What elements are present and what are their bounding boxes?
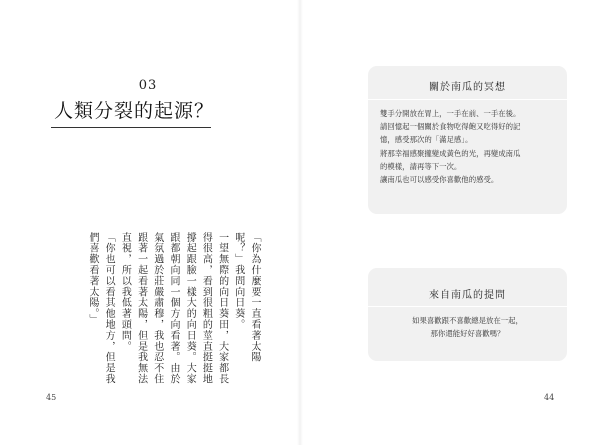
meditation-line-6: 讓南瓜也可以感受你喜歡他的感受。 <box>380 175 499 185</box>
body-paragraph-1: 「你為什麼要一直看著太陽呢？」我問向日葵。 <box>232 232 260 363</box>
vertical-body-text <box>36 232 262 390</box>
chapter-title-underline <box>51 127 211 128</box>
question-box-title: 來自南瓜的提問 <box>429 290 506 301</box>
question-line-1: 如果喜歡跟不喜歡總是放在一起， <box>412 316 523 325</box>
page-number-right: 44 <box>544 393 555 402</box>
question-box <box>368 268 567 361</box>
meditation-line-1: 雙手分開放在胃上，一手在前、一手在後。 <box>380 109 521 118</box>
question-box-text <box>376 314 559 340</box>
right-page <box>300 0 600 445</box>
meditation-line-2: 請回憶起一個關於食物吃得飽又吃得好的記 <box>380 122 521 132</box>
meditation-box-text <box>380 107 560 186</box>
body-paragraph-3: 「你也可以看其他地方，但是我們喜歡看著太陽。」 <box>86 232 115 385</box>
chapter-number: 03 <box>138 78 158 93</box>
question-line-2: 那你還能好好喜歡嗎？ <box>430 329 505 339</box>
meditation-box-divider <box>368 99 567 100</box>
meditation-line-3: 憶，感受那次的「滿足感」。 <box>380 135 473 145</box>
body-paragraph-2: 一望無際的向日葵田，大家都長得很高，看到很粗的莖直挺挺地撐起跟臉一樣大的向日葵。大家跟都朝向同一個方向看著。由於氣氛過於莊嚴肅穆，我也忍不住跟著一起看著太陽，但是我無法直視，所以我低著頭問。 <box>119 232 228 385</box>
chapter-title: 人類分裂的起源？ <box>54 100 215 122</box>
meditation-box-title: 關於南瓜的冥想 <box>429 82 506 93</box>
question-box-divider <box>368 306 567 307</box>
meditation-line-4: 將那幸福感聚攏變成黃色的光，再變成南瓜 <box>380 148 521 158</box>
meditation-box <box>368 66 567 214</box>
meditation-line-5: 的模樣，請再等下一次。 <box>380 161 462 171</box>
page-number-left: 45 <box>46 393 57 402</box>
